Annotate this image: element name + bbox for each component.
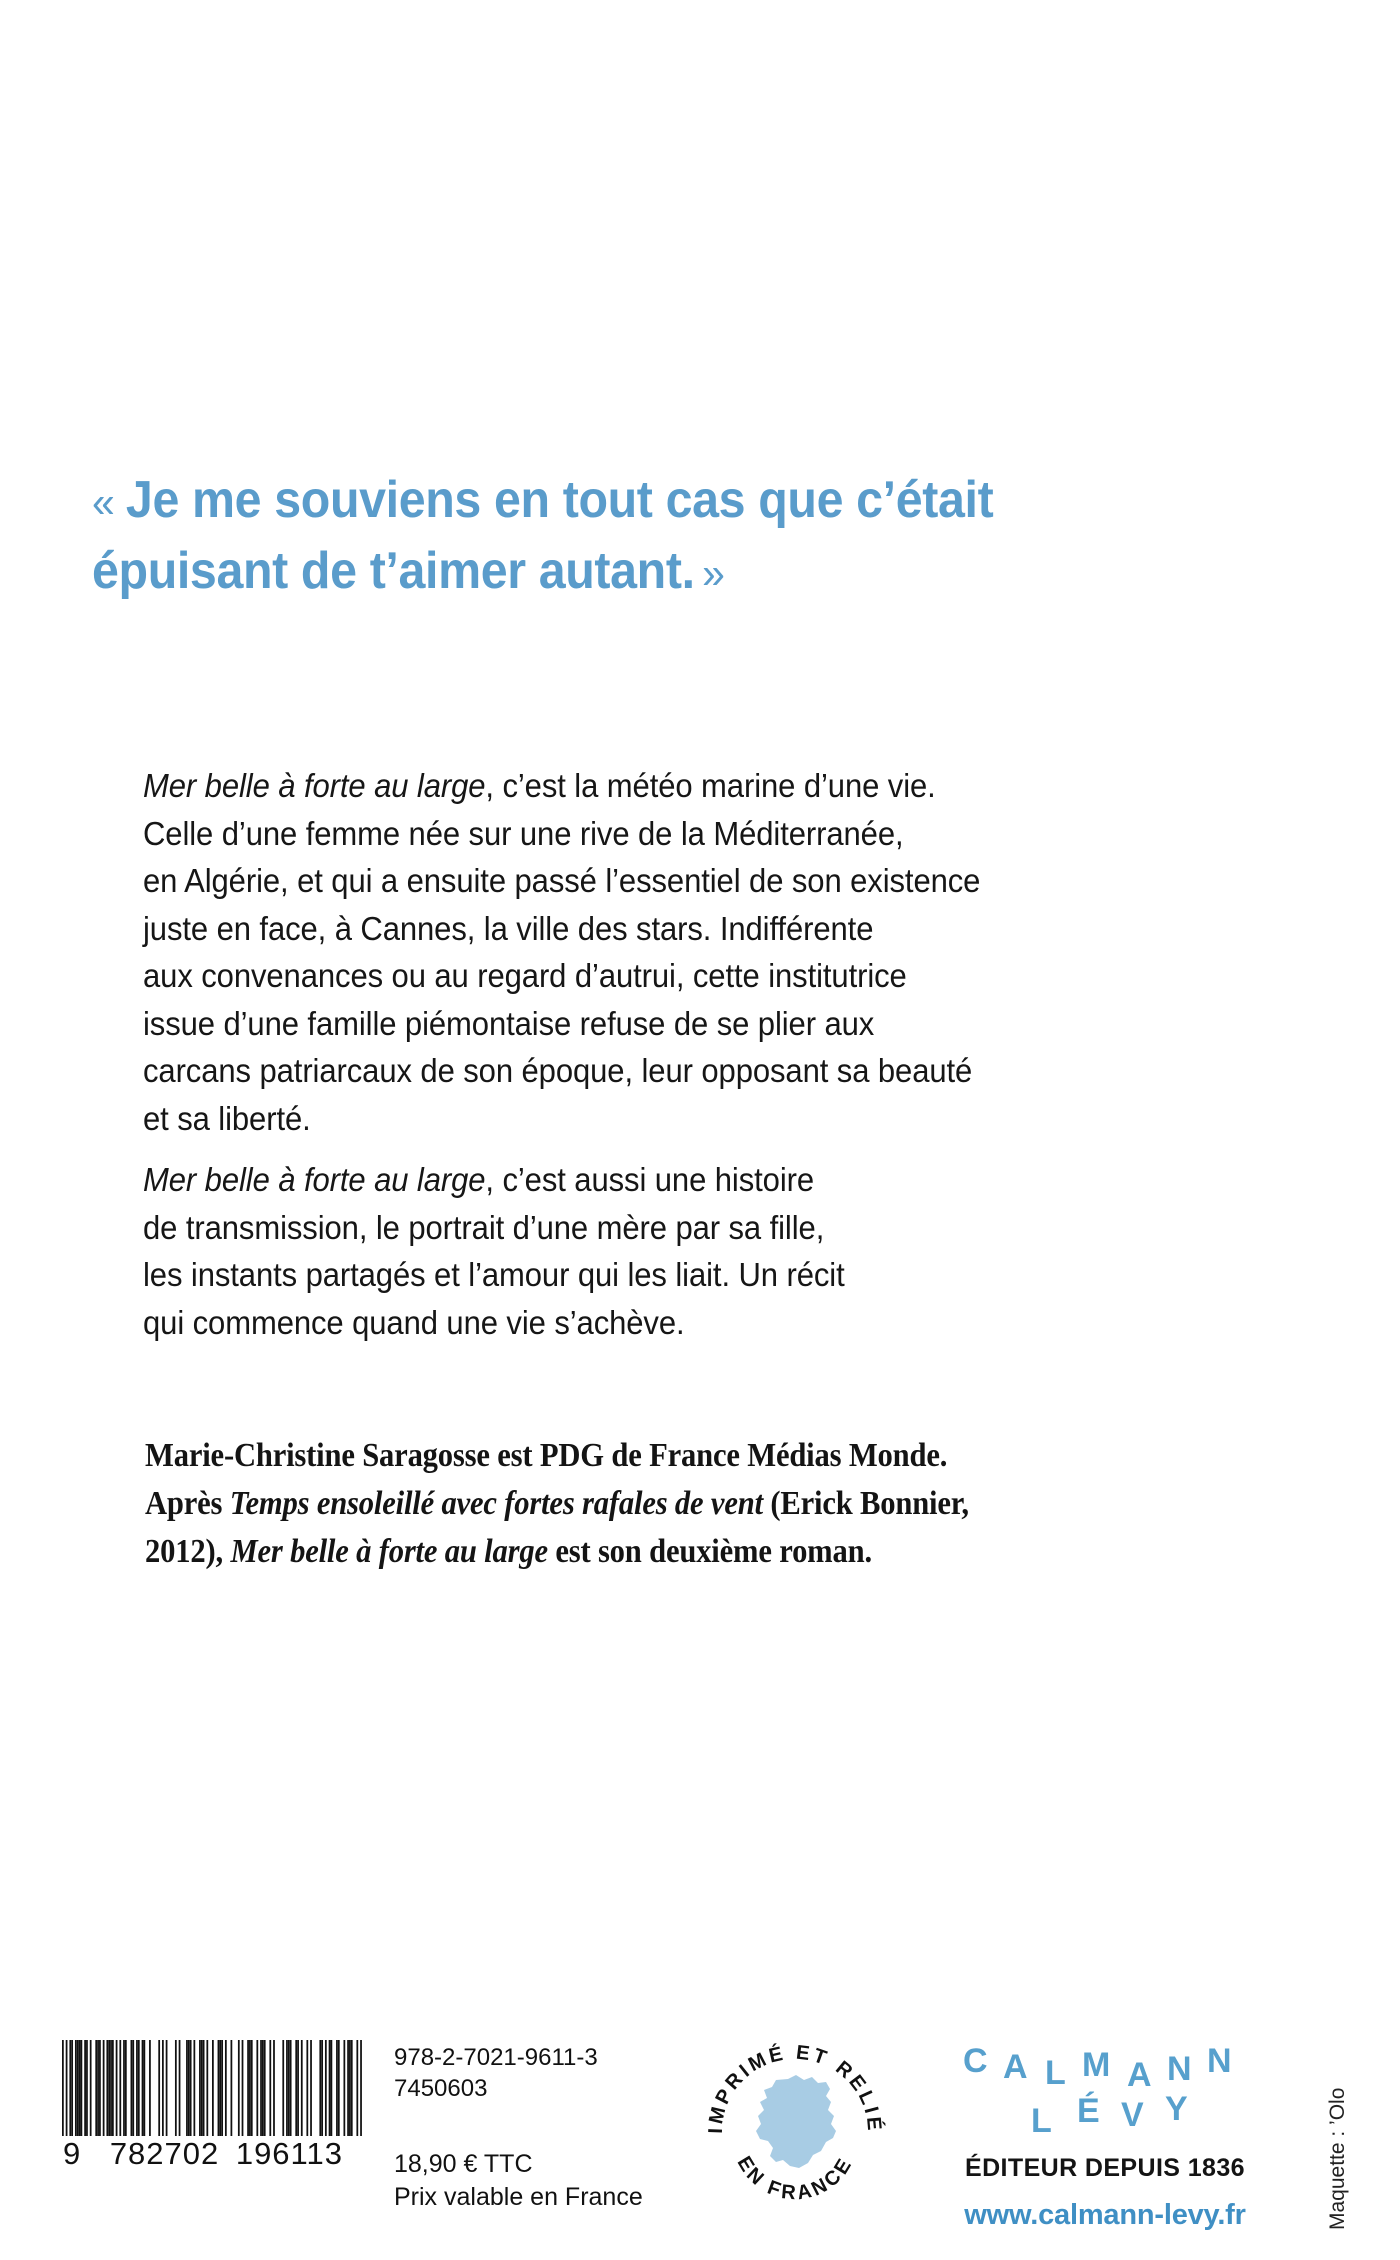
logo-letter: C	[963, 2042, 988, 2080]
blurb-line	[143, 952, 1139, 1000]
maquette-credit-text: Maquette : ’Olo	[1326, 2087, 1349, 2230]
blurb-line	[143, 1299, 1139, 1347]
blurb-line-text: , c’est aussi une histoire	[485, 1161, 815, 1198]
printed-in-france-stamp	[700, 2032, 890, 2222]
blurb-paragraph-2	[143, 1156, 1203, 1346]
barcode-lead-digit: 9	[63, 2136, 82, 2171]
barcode-block	[62, 2038, 362, 2171]
author-bio	[145, 1432, 1235, 1576]
blurb-line-text: de transmission, le portrait d’une mère par sa fille,	[143, 1208, 825, 1246]
publisher-website[interactable]: www.calmann-levy.fr	[964, 2199, 1246, 2231]
blurb-line-text: Celle d’une femme née sur une rive de la Méditerranée,	[143, 814, 904, 852]
footer	[0, 2020, 1400, 2260]
logo-letter: V	[1121, 2096, 1144, 2134]
logo-letter: M	[1082, 2046, 1111, 2084]
blurb-line-text: juste en face, à Cannes, la ville des stars. Indifférente	[143, 909, 874, 947]
blurb-line-text: et sa liberté.	[143, 1099, 311, 1137]
previous-book-title-italic: Temps ensoleillé avec fortes rafales de vent	[229, 1485, 763, 1522]
blurb-line-text: les instants partagés et l’amour qui les liait. Un récit	[143, 1256, 845, 1293]
stamp-text-top: IMPRIMÉ ET RELIÉ	[704, 2041, 886, 2135]
author-bio-text: 2012),	[145, 1533, 231, 1570]
logo-letter: L	[1031, 2102, 1052, 2140]
book-title-italic: Mer belle à forte au large	[230, 1533, 548, 1570]
blurb-line	[143, 1156, 1139, 1204]
blurb-line	[143, 1251, 1139, 1299]
headline-quote	[92, 466, 1192, 608]
logo-letter: A	[1127, 2056, 1152, 2094]
logo-letter: N	[1207, 2042, 1232, 2080]
blurb-line-text: , c’est la météo marine d’une vie.	[485, 767, 936, 804]
price-note: Prix valable en France	[394, 2183, 643, 2211]
blurb-line-text: aux convenances ou au regard d’autrui, cette institutrice	[143, 957, 907, 994]
price-block	[394, 2148, 643, 2214]
author-bio-line-1	[145, 1432, 1126, 1480]
book-title-italic: Mer belle à forte au large	[143, 767, 486, 804]
price-amount: 18,90 € TTC	[394, 2150, 533, 2178]
blurb-line	[143, 762, 1139, 810]
author-bio-line-3	[145, 1528, 1126, 1576]
blurb-paragraph-1	[143, 762, 1203, 1142]
blurb-line	[143, 1204, 1139, 1252]
book-title-italic: Mer belle à forte au large	[143, 1161, 486, 1198]
logo-calmann-word	[955, 2038, 1245, 2102]
headline-quote-text-1: Je me souviens en tout cas que c’était	[125, 471, 994, 529]
barcode-digits	[62, 2136, 362, 2172]
maquette-credit	[1300, 2020, 1349, 2240]
barcode-left-group: 782702	[109, 2136, 220, 2171]
stamp-text-bottom: EN FRANCE	[732, 2152, 858, 2205]
publisher-logo[interactable]	[955, 2038, 1255, 2232]
logo-letter: É	[1077, 2092, 1100, 2130]
barcode-right-group: 196113	[235, 2136, 343, 2171]
open-guillemet-icon: «	[92, 478, 115, 527]
isbn-block	[394, 2042, 598, 2104]
blurb-line	[143, 1047, 1139, 1095]
blurb-line-text: issue d’une famille piémontaise refuse de se plier aux	[143, 1004, 875, 1042]
blurb-line-text: en Algérie, et qui a ensuite passé l’essentiel de son existence	[143, 862, 981, 899]
author-bio-text: Marie-Christine Saragosse est PDG de France Médias Monde.	[145, 1437, 948, 1474]
logo-letter: Y	[1165, 2090, 1188, 2128]
blurb-line	[143, 1000, 1139, 1048]
france-map-icon	[756, 2075, 836, 2168]
author-bio-text: est son deuxième roman.	[547, 1533, 872, 1570]
author-bio-text: (Erick Bonnier,	[762, 1485, 969, 1522]
blurb-line-text: qui commence quand une vie s’achève.	[143, 1303, 685, 1341]
isbn-number: 978-2-7021-9611-3	[394, 2044, 598, 2071]
headline-quote-text-2: épuisant de t’aimer autant.	[92, 542, 695, 600]
logo-letter: N	[1167, 2050, 1192, 2088]
headline-quote-line-2	[92, 537, 1115, 608]
logo-levy-word	[955, 2090, 1245, 2142]
author-bio-line-2	[145, 1480, 1126, 1528]
blurb-body	[143, 762, 1203, 1360]
blurb-line	[143, 1095, 1139, 1143]
blurb-line	[143, 810, 1139, 858]
publisher-tagline: ÉDITEUR DEPUIS 1836	[965, 2154, 1245, 2182]
logo-letter: A	[1003, 2048, 1028, 2086]
close-guillemet-icon: »	[702, 549, 725, 598]
internal-code: 7450603	[394, 2075, 488, 2102]
blurb-line	[143, 905, 1139, 953]
logo-letter: L	[1045, 2054, 1066, 2092]
blurb-line	[143, 857, 1139, 905]
author-bio-text: Après	[145, 1485, 230, 1522]
blurb-line-text: carcans patriarcaux de son époque, leur opposant sa beauté	[143, 1052, 973, 1089]
headline-quote-line-1	[92, 466, 1115, 537]
